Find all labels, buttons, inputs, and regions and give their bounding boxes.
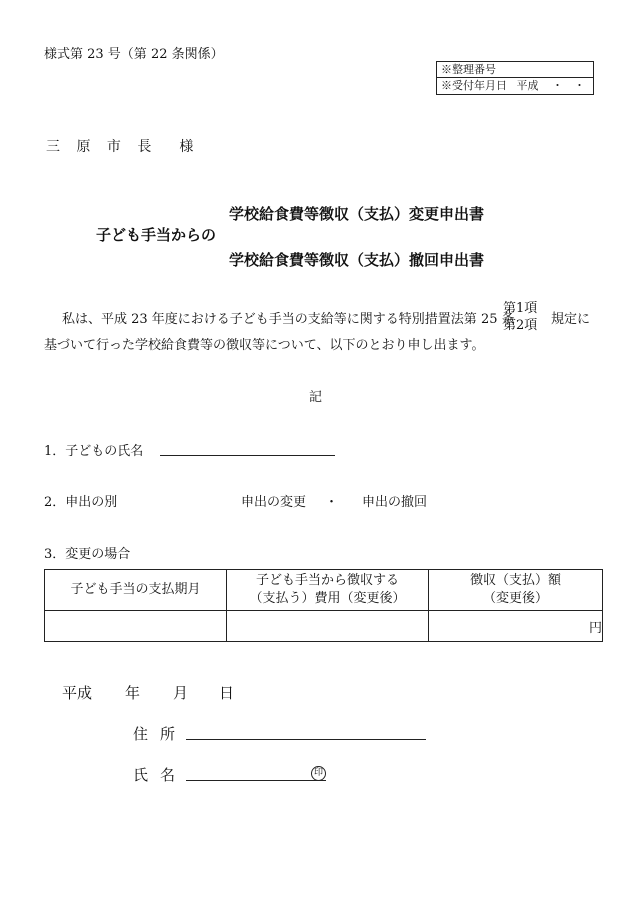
body-line-1: 私は、平成 23 年度における子ども手当の支給等に関する特別措置法第 25 条 <box>62 312 515 327</box>
request-change-option[interactable]: 申出の変更 <box>241 495 307 510</box>
amount-unit: 円 <box>588 620 602 636</box>
clause-option-1: 第1項 <box>503 301 538 316</box>
receipt-date-row <box>437 77 593 93</box>
date-era: 平成 <box>62 684 93 702</box>
change-case-label: 3．変更の場合 <box>44 547 131 562</box>
payment-month-header: 子ども手当の支払期月 <box>45 570 227 611</box>
date-year-label: 年 <box>125 684 141 702</box>
change-table-row <box>45 611 603 642</box>
payment-month-cell[interactable] <box>45 611 227 642</box>
title-change: 学校給食費等徴収（支払）変更申出書 <box>229 205 485 223</box>
body-line-1-end: 規定に <box>551 312 591 327</box>
fee-header-line-1: 子ども手当から徴収する <box>255 573 399 588</box>
request-withdraw-option[interactable]: 申出の撤回 <box>362 495 428 510</box>
receipt-date-era: 平成 <box>516 79 539 92</box>
fee-cell[interactable] <box>227 611 429 642</box>
reference-number-label: ※整理番号 <box>441 63 496 76</box>
reference-number-row <box>437 62 593 77</box>
amount-header-line-2: （変更後） <box>482 591 548 606</box>
request-option-separator: ・ <box>325 495 339 510</box>
date-day-label: 日 <box>219 684 235 702</box>
child-name-field[interactable] <box>160 455 335 456</box>
amount-cell[interactable] <box>429 611 603 642</box>
change-table <box>44 569 603 642</box>
body-line-2: 基づいて行った学校給食費等の徴収等について、以下のとおり申し出ます。 <box>44 338 485 353</box>
address-field[interactable] <box>186 739 426 740</box>
seal-mark: 印 <box>311 766 326 781</box>
change-table-header-row <box>45 570 603 611</box>
title-withdrawal: 学校給食費等徴収（支払）撤回申出書 <box>229 251 485 269</box>
name-label: 氏名 <box>133 766 188 784</box>
fee-header <box>227 570 429 611</box>
reception-box <box>436 61 594 95</box>
fee-header-line-2: （支払う）費用（変更後） <box>249 591 406 606</box>
child-name-label: 1．子どもの氏名 <box>44 444 144 459</box>
receipt-date-label: ※受付年月日 <box>441 79 507 92</box>
amount-header-line-1: 徴収（支払）額 <box>469 573 561 588</box>
amount-header <box>429 570 603 611</box>
clause-option-2: 第2項 <box>503 318 538 333</box>
addressee <box>46 136 199 156</box>
request-type-label: 2．申出の別 <box>44 495 118 510</box>
form-number: 様式第 23 号（第 22 条関係） <box>44 47 224 62</box>
addressee-honorific: 様 <box>179 139 200 155</box>
name-field[interactable] <box>186 780 326 781</box>
date-month-label: 月 <box>173 684 189 702</box>
ki-heading: 記 <box>309 390 323 405</box>
title-prefix: 子ども手当からの <box>96 226 217 244</box>
addressee-name: 三 原 市 長 <box>46 139 158 155</box>
clause-options <box>503 300 537 334</box>
receipt-date-separators: ・ ・ <box>552 79 585 92</box>
address-label: 住所 <box>133 725 188 743</box>
